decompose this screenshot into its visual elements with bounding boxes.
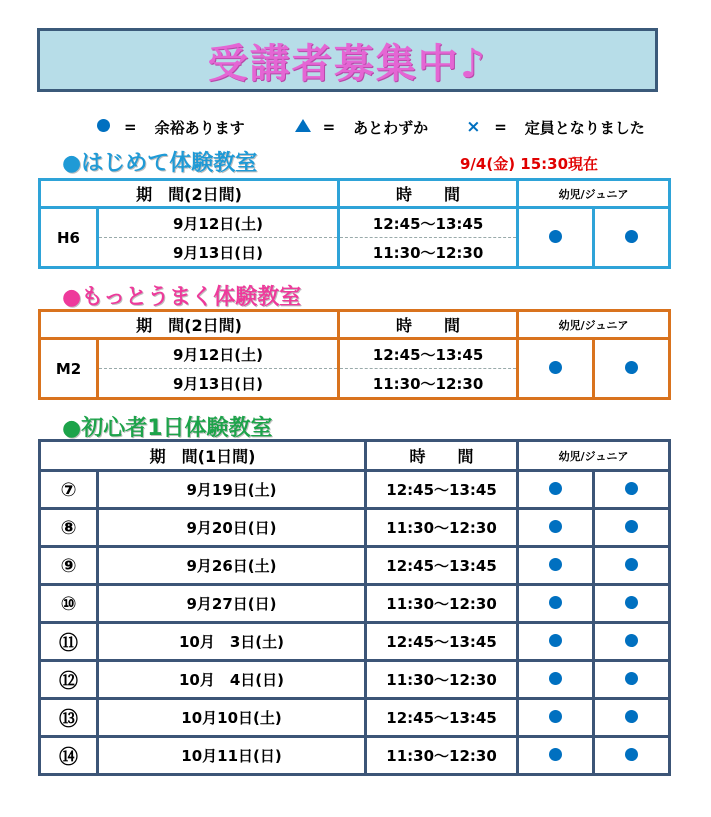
session-number: ⑪ [40, 623, 98, 661]
time-cell: 12:45〜13:45 [366, 699, 518, 737]
time-header: 時 間 [339, 180, 518, 208]
table-header-row [40, 180, 670, 208]
status-cell [518, 547, 594, 585]
circle-icon [549, 672, 562, 685]
section-title-beginner-day-trial: ●初心者1日体験教室 [62, 416, 273, 441]
category-header: 幼児/ジュニア [518, 441, 670, 471]
session-number: ⑭ [40, 737, 98, 775]
time-cell: 11:30〜12:30 [339, 369, 518, 399]
session-number: ⑧ [40, 509, 98, 547]
date-cell: 9月13日(日) [98, 238, 339, 268]
time-cell: 12:45〜13:45 [366, 623, 518, 661]
status-cell [518, 585, 594, 623]
cross-icon: × [466, 117, 481, 137]
recruitment-banner [37, 28, 658, 92]
time-cell: 12:45〜13:45 [366, 547, 518, 585]
circle-icon [625, 634, 638, 647]
date-cell: 9月19日(土) [98, 471, 366, 509]
category-header: 幼児/ジュニア [518, 311, 670, 339]
session-number: ⑦ [40, 471, 98, 509]
circle-icon [625, 672, 638, 685]
status-cell [594, 471, 670, 509]
section-title-improve-trial: ●もっとうまく体験教室 [62, 285, 302, 310]
legend-available-label: 余裕あります [154, 118, 245, 137]
legend-few-left-label: あとわずか [353, 118, 429, 137]
time-cell: 11:30〜12:30 [366, 737, 518, 775]
status-cell [594, 208, 670, 268]
circle-icon [549, 361, 562, 374]
table-row [40, 661, 670, 699]
circle-icon [549, 520, 562, 533]
circle-icon [625, 596, 638, 609]
circle-icon [549, 748, 562, 761]
date-cell: 10月10日(土) [98, 699, 366, 737]
triangle-icon [295, 118, 309, 136]
status-cell [594, 547, 670, 585]
table-row [40, 339, 670, 369]
time-cell: 11:30〜12:30 [339, 238, 518, 268]
time-cell: 12:45〜13:45 [339, 208, 518, 238]
circle-icon [549, 710, 562, 723]
date-cell: 9月13日(日) [98, 369, 339, 399]
status-cell [518, 699, 594, 737]
date-cell: 9月27日(日) [98, 585, 366, 623]
legend-equals: = [124, 118, 137, 136]
status-cell [594, 509, 670, 547]
circle-icon [625, 482, 638, 495]
circle-icon [625, 748, 638, 761]
table-row [40, 737, 670, 775]
availability-legend [96, 114, 696, 140]
status-cell [594, 585, 670, 623]
legend-equals: = [494, 118, 507, 136]
time-cell: 12:45〜13:45 [366, 471, 518, 509]
table-row [40, 699, 670, 737]
date-cell: 9月20日(日) [98, 509, 366, 547]
session-number: ⑬ [40, 699, 98, 737]
table-row [40, 208, 670, 238]
date-cell: 9月26日(土) [98, 547, 366, 585]
course-code: M2 [40, 339, 98, 399]
first-trial-schedule-table [38, 178, 671, 269]
date-cell: 10月 3日(土) [98, 623, 366, 661]
legend-equals: = [322, 118, 336, 136]
time-header: 時 間 [339, 311, 518, 339]
date-cell: 9月12日(土) [98, 208, 339, 238]
circle-icon [549, 634, 562, 647]
date-cell: 10月 4日(日) [98, 661, 366, 699]
circle-icon [96, 118, 110, 136]
circle-icon [549, 230, 562, 243]
table-header-row [40, 441, 670, 471]
status-cell [518, 509, 594, 547]
period-header: 期 間(2日間) [40, 180, 339, 208]
table-header-row [40, 311, 670, 339]
period-header: 期 間(1日間) [40, 441, 366, 471]
status-cell [518, 471, 594, 509]
course-code: H6 [40, 208, 98, 268]
table-row [40, 471, 670, 509]
time-header: 時 間 [366, 441, 518, 471]
circle-icon [549, 558, 562, 571]
table-row [40, 509, 670, 547]
table-row [40, 623, 670, 661]
circle-icon [549, 482, 562, 495]
time-cell: 11:30〜12:30 [366, 585, 518, 623]
table-row [40, 547, 670, 585]
legend-full-label: 定員となりました [524, 118, 645, 137]
status-cell [518, 339, 594, 399]
time-cell: 12:45〜13:45 [339, 339, 518, 369]
status-cell [518, 661, 594, 699]
status-cell [594, 699, 670, 737]
circle-icon [625, 520, 638, 533]
time-cell: 11:30〜12:30 [366, 661, 518, 699]
time-cell: 11:30〜12:30 [366, 509, 518, 547]
beginner-day-schedule-table [38, 439, 671, 776]
date-cell: 9月12日(土) [98, 339, 339, 369]
session-number: ⑨ [40, 547, 98, 585]
session-number: ⑩ [40, 585, 98, 623]
circle-icon [625, 230, 638, 243]
status-cell [518, 623, 594, 661]
date-cell: 10月11日(日) [98, 737, 366, 775]
circle-icon [625, 361, 638, 374]
circle-icon [625, 710, 638, 723]
improve-trial-schedule-table [38, 309, 671, 400]
status-cell [594, 737, 670, 775]
banner-title: 受講者募集中♪ [207, 40, 488, 87]
table-row [40, 585, 670, 623]
status-cell [594, 661, 670, 699]
category-header: 幼児/ジュニア [518, 180, 670, 208]
as-of-timestamp: 9/4(金) 15:30現在 [460, 155, 599, 173]
status-cell [518, 208, 594, 268]
status-cell [518, 737, 594, 775]
status-cell [594, 623, 670, 661]
session-number: ⑫ [40, 661, 98, 699]
circle-icon [625, 558, 638, 571]
period-header: 期 間(2日間) [40, 311, 339, 339]
section-title-first-trial: ●はじめて体験教室 [62, 151, 258, 176]
circle-icon [549, 596, 562, 609]
status-cell [594, 339, 670, 399]
